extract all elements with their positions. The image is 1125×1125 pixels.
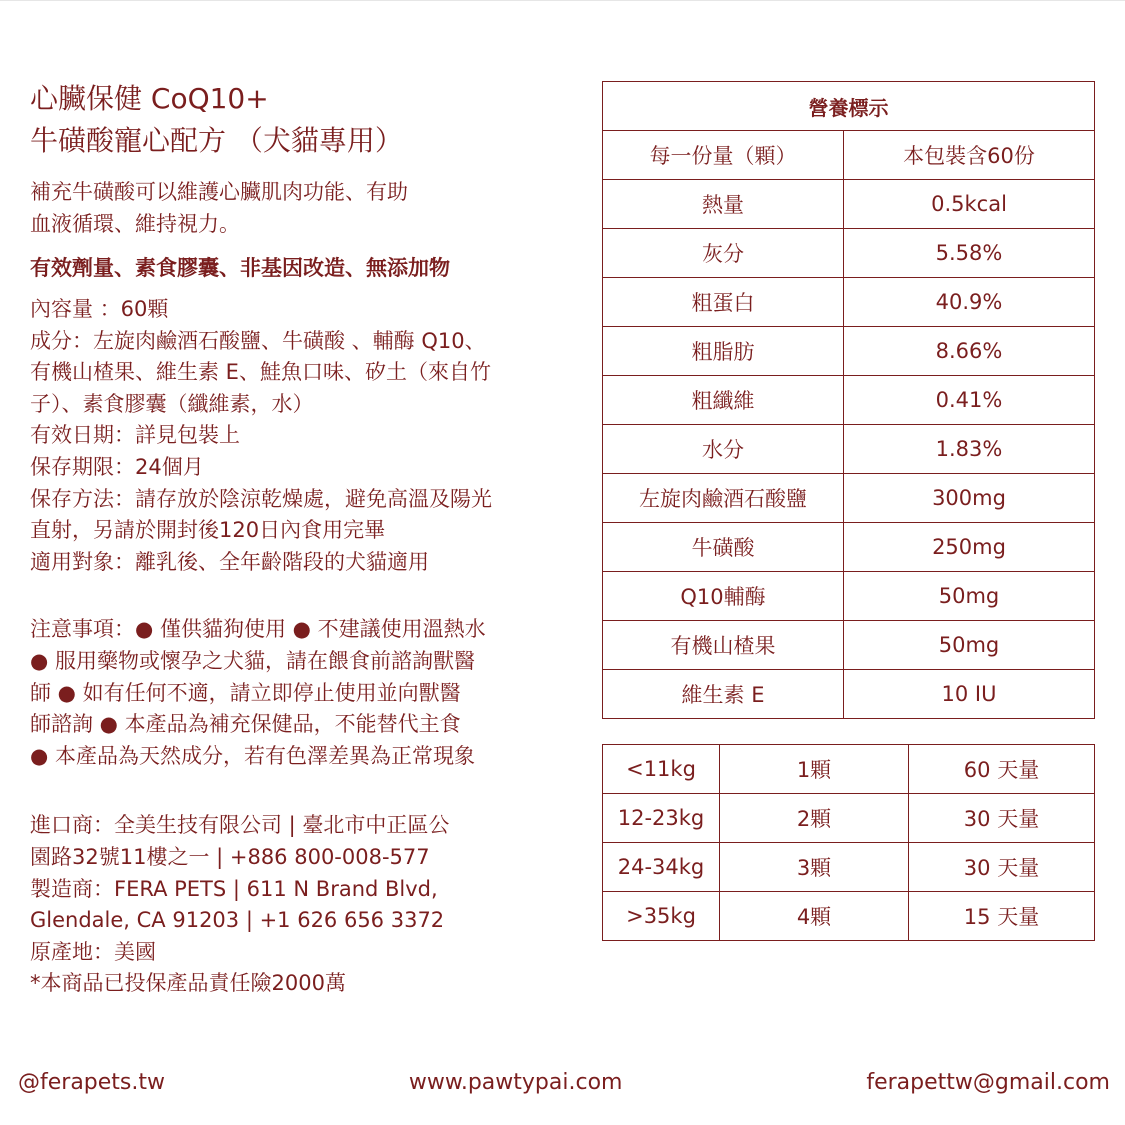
nutrient-value: 5.58% <box>844 229 1095 278</box>
weight-range: 12-23kg <box>603 794 720 843</box>
table-row <box>603 670 1095 719</box>
instagram-handle: @ferapets.tw <box>18 1070 166 1095</box>
nutrient-name: 維生素 E <box>603 670 844 719</box>
nutrient-value: 50mg <box>844 572 1095 621</box>
nutrition-table <box>602 81 1095 719</box>
contact-info <box>30 810 570 1000</box>
intro-line-2: 血液循環、維持視力。 <box>30 212 240 236</box>
table-row <box>603 131 1095 180</box>
weight-range: <11kg <box>603 745 720 794</box>
supply-days: 30 天量 <box>909 843 1095 892</box>
spec-line: 保存期限：24個月 <box>30 454 204 479</box>
product-title <box>30 78 570 162</box>
nutrient-value: 50mg <box>844 621 1095 670</box>
capsule-count: 4顆 <box>720 892 909 941</box>
nutrient-value: 300mg <box>844 474 1095 523</box>
table-row <box>603 523 1095 572</box>
contact-line: *本商品已投保產品責任險2000萬 <box>30 971 346 996</box>
product-info <box>30 78 570 1000</box>
contact-line: 原產地：美國 <box>30 939 156 964</box>
intro-line-1: 補充牛磺酸可以維護心臟肌肉功能、有助 <box>30 180 408 204</box>
spec-line: 保存方法：請存放於陰涼乾燥處，避免高溫及陽光 <box>30 486 492 511</box>
spec-line: 子）、素食膠囊（纖維素，水） <box>30 391 314 416</box>
nutrient-name: 有機山楂果 <box>603 621 844 670</box>
product-specs <box>30 294 570 578</box>
spec-line: 有機山楂果、維生素 E、鮭魚口味、矽土（來自竹 <box>30 360 491 385</box>
nutrient-value: 本包裝含60份 <box>844 131 1095 180</box>
table-row <box>603 327 1095 376</box>
spec-line: 適用對象：離乳後、全年齡階段的犬貓適用 <box>30 549 429 574</box>
contact-line: 製造商：FERA PETS | 611 N Brand Blvd, <box>30 876 438 901</box>
table-row <box>603 180 1095 229</box>
table-row <box>603 425 1095 474</box>
nutrient-value: 1.83% <box>844 425 1095 474</box>
caution-notes <box>30 614 570 772</box>
contact-line: 進口商：全美生技有限公司 | 臺北市中正區公 <box>30 813 450 838</box>
nutrient-name: 粗脂肪 <box>603 327 844 376</box>
nutrient-name: 左旋肉鹼酒石酸鹽 <box>603 474 844 523</box>
dosage-table <box>602 744 1095 941</box>
nutrient-name: Q10輔酶 <box>603 572 844 621</box>
nutrient-name: 粗蛋白 <box>603 278 844 327</box>
table-row <box>603 892 1095 941</box>
contact-email: ferapettw@gmail.com <box>866 1070 1110 1095</box>
spec-line: 直射，另請於開封後120日內食用完畢 <box>30 518 386 543</box>
nutrient-value: 0.5kcal <box>844 180 1095 229</box>
nutrient-value: 40.9% <box>844 278 1095 327</box>
nutrient-value: 10 IU <box>844 670 1095 719</box>
nutrient-name: 粗纖維 <box>603 376 844 425</box>
table-row <box>603 843 1095 892</box>
table-row <box>603 745 1095 794</box>
nutrient-name: 牛磺酸 <box>603 523 844 572</box>
table-row <box>603 794 1095 843</box>
title-line-2: 牛磺酸寵心配方 （犬貓專用） <box>30 124 403 157</box>
caution-line: 注意事項：● 僅供貓狗使用 ● 不建議使用溫熱水 <box>30 617 486 642</box>
product-intro <box>30 176 570 240</box>
caution-line: 師 ● 如有任何不適，請立即停止使用並向獸醫 <box>30 680 461 705</box>
table-row <box>603 278 1095 327</box>
product-highlights: 有效劑量、素食膠囊、非基因改造、無添加物 <box>30 256 450 280</box>
supply-days: 30 天量 <box>909 794 1095 843</box>
spec-line: 成分：左旋肉鹼酒石酸鹽、牛磺酸 、輔酶 Q10、 <box>30 328 486 353</box>
top-divider <box>0 0 1125 1</box>
website-url: www.pawtypai.com <box>408 1070 623 1095</box>
weight-range: 24-34kg <box>603 843 720 892</box>
spec-line: 內容量 ：60顆 <box>30 297 169 321</box>
table-row <box>603 621 1095 670</box>
nutrient-name: 每一份量（顆） <box>603 131 844 180</box>
nutrient-value: 8.66% <box>844 327 1095 376</box>
capsule-count: 3顆 <box>720 843 909 892</box>
nutrient-value: 0.41% <box>844 376 1095 425</box>
weight-range: >35kg <box>603 892 720 941</box>
contact-line: 園路32號11樓之一 | +886 800-008-577 <box>30 844 430 869</box>
capsule-count: 2顆 <box>720 794 909 843</box>
caution-line: ● 服用藥物或懷孕之犬貓，請在餵食前諮詢獸醫 <box>30 648 475 673</box>
nutrient-name: 灰分 <box>603 229 844 278</box>
spec-line: 有效日期：詳見包裝上 <box>30 423 240 448</box>
table-row <box>603 376 1095 425</box>
footer <box>18 1070 1110 1095</box>
table-row <box>603 229 1095 278</box>
nutrition-header: 營養標示 <box>603 82 1095 131</box>
caution-line: 師諮詢 ● 本產品為補充保健品，不能替代主食 <box>30 712 461 737</box>
caution-line: ● 本產品為天然成分，若有色澤差異為正常現象 <box>30 743 475 768</box>
supply-days: 15 天量 <box>909 892 1095 941</box>
nutrient-name: 熱量 <box>603 180 844 229</box>
nutrient-value: 250mg <box>844 523 1095 572</box>
nutrient-name: 水分 <box>603 425 844 474</box>
contact-line: Glendale, CA 91203 | +1 626 656 3372 <box>30 908 445 933</box>
supply-days: 60 天量 <box>909 745 1095 794</box>
table-row <box>603 572 1095 621</box>
title-line-1: 心臟保健 CoQ10+ <box>30 82 269 115</box>
table-row <box>603 474 1095 523</box>
capsule-count: 1顆 <box>720 745 909 794</box>
